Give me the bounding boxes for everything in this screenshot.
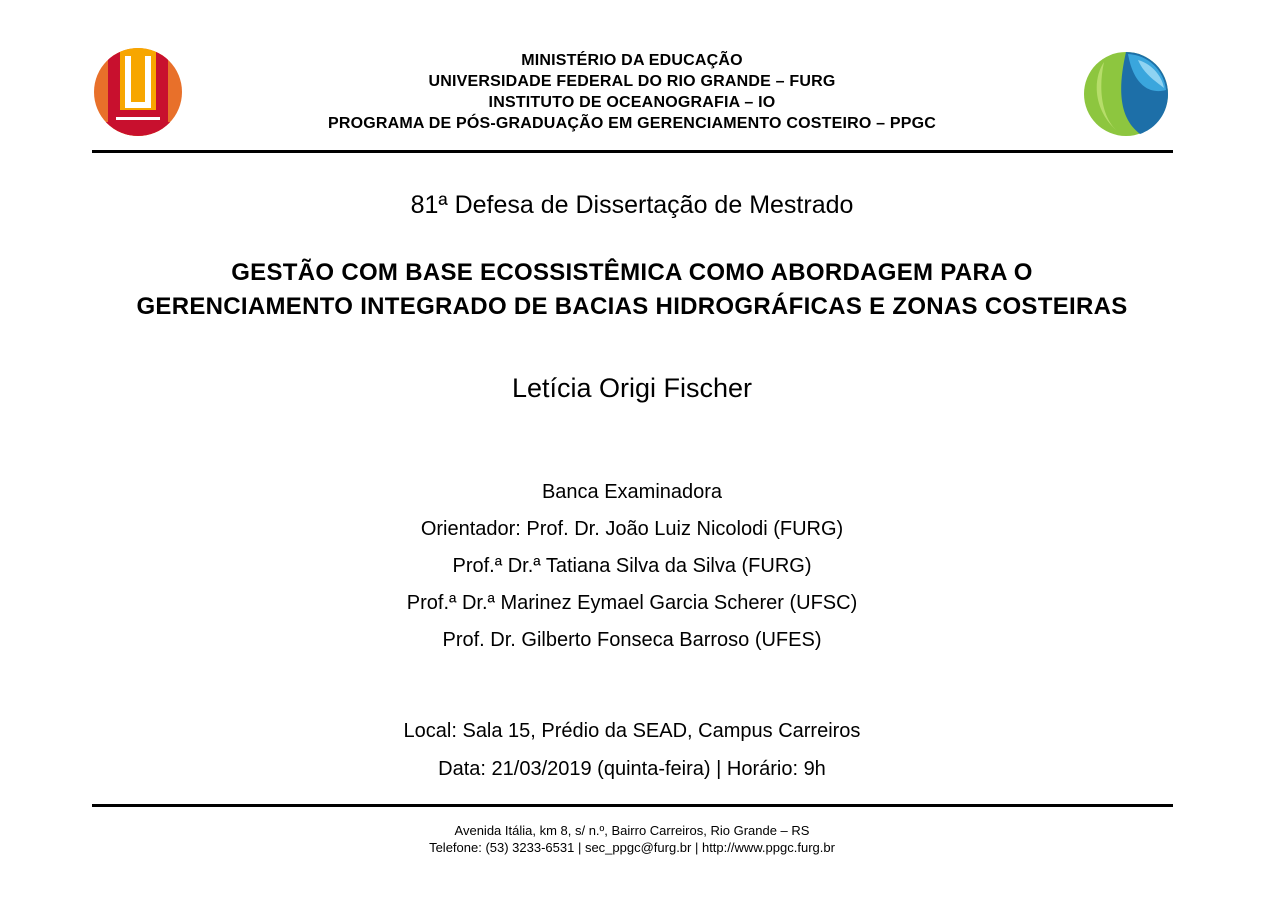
header-divider (92, 150, 1173, 153)
title-line-2: GERENCIAMENTO INTEGRADO DE BACIAS HIDROGRÁFICAS E ZONAS COSTEIRAS (136, 293, 1128, 320)
institution-header (0, 50, 1264, 134)
footer-address: Avenida Itália, km 8, s/ n.º, Bairro Carreiros, Rio Grande – RS (454, 823, 810, 838)
examining-committee (0, 474, 1264, 659)
committee-member: Prof. Dr. Gilberto Fonseca Barroso (UFES) (442, 629, 822, 651)
event-location: Local: Sala 15, Prédio da SEAD, Campus Carreiros (403, 720, 861, 742)
footer (0, 822, 1264, 856)
defense-number: 81ª Defesa de Dissertação de Mestrado (410, 191, 854, 219)
footer-contact: Telefone: (53) 3233-6531 | sec_ppgc@furg.br | http://www.ppgc.furg.br (429, 840, 835, 855)
ppgc-logo-icon (1082, 50, 1170, 138)
header-ministry: MINISTÉRIO DA EDUCAÇÃO (521, 52, 743, 69)
author-name: Letícia Origi Fischer (511, 373, 753, 403)
event-date-time: Data: 21/03/2019 (quinta-feira) | Horário: 9h (438, 758, 826, 780)
committee-member: Orientador: Prof. Dr. João Luiz Nicolodi (FURG) (420, 518, 844, 540)
title-line-1: GESTÃO COM BASE ECOSSISTÊMICA COMO ABORDAGEM PARA O (231, 259, 1033, 286)
committee-member: Prof.ª Dr.ª Tatiana Silva da Silva (FURG) (452, 555, 812, 577)
header-program: PROGRAMA DE PÓS-GRADUAÇÃO EM GERENCIAMENTO COSTEIRO – PPGC (327, 115, 937, 132)
header-institute: INSTITUTO DE OCEANOGRAFIA – IO (488, 94, 776, 111)
footer-divider (92, 804, 1173, 807)
committee-member: Prof.ª Dr.ª Marinez Eymael Garcia Scherer (UFSC) (406, 592, 858, 614)
event-details (0, 712, 1264, 788)
committee-heading: Banca Examinadora (541, 481, 723, 503)
header-university: UNIVERSIDADE FEDERAL DO RIO GRANDE – FURG (428, 73, 836, 90)
dissertation-title (0, 256, 1264, 324)
